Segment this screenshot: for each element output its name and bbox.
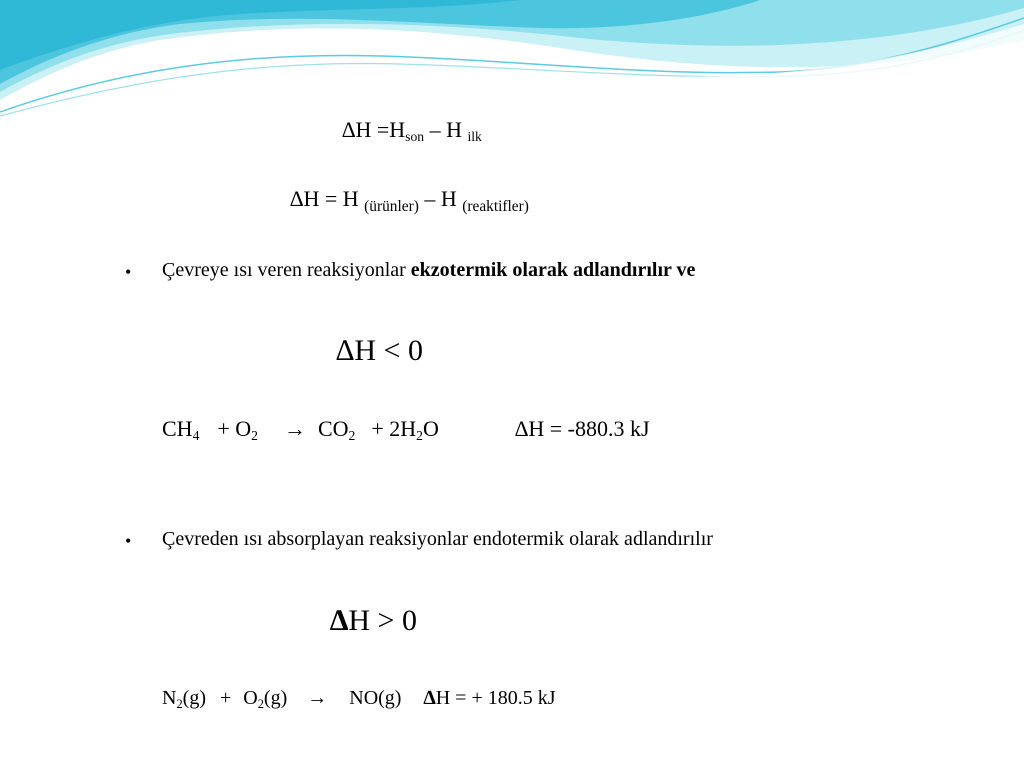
delta-symbol: ∆ (336, 334, 355, 367)
subscript-2: 2 (176, 696, 183, 711)
endothermic-text: Çevreden ısı absorplayan reaksiyonlar endotermik olarak adlandırılır (162, 528, 713, 550)
formula-n: N (162, 687, 177, 709)
bullet-exothermic-text (162, 260, 695, 280)
delta-symbol: ∆ (290, 186, 304, 211)
reaction-nitrogen-oxidation (162, 687, 556, 711)
equation-lhs: H = H (303, 186, 365, 211)
reaction-methane-combustion (162, 416, 650, 444)
condition-text: H < 0 (354, 334, 423, 367)
equation-enthalpy-definition (342, 117, 482, 145)
formula-ch: CH (162, 416, 193, 441)
bullet-icon: • (125, 262, 132, 282)
condition-text: H > 0 (348, 604, 417, 637)
equation-minus-h: – H (424, 117, 468, 142)
exothermic-plain-text: Çevreye ısı veren reaksiyonlar (162, 259, 411, 281)
subscript-ilk: ilk (467, 129, 482, 145)
equation-lhs: H =H (355, 117, 406, 142)
exothermic-bold-text: ekzotermik olarak adlandırılır ve (410, 259, 696, 281)
state-g: (g) (182, 687, 206, 709)
subscript-2: 2 (251, 428, 258, 444)
bullet-icon: • (125, 531, 132, 551)
subscript-son: son (405, 129, 425, 145)
formula-o: O (243, 687, 258, 709)
formula-no: NO(g) (349, 687, 402, 709)
plus-o: + O (217, 416, 252, 441)
subscript-urunler: (ürünler) (364, 197, 419, 215)
header-wave-decoration (0, 0, 1024, 130)
plus-sign: + (219, 687, 232, 709)
formula-co: CO (317, 416, 349, 441)
right-arrow-icon: → (283, 416, 306, 441)
enthalpy-value: H = -880.3 kJ (528, 416, 650, 441)
state-g: (g) (263, 687, 288, 709)
equation-enthalpy-products-reactants (290, 186, 529, 215)
bullet-endothermic-text (162, 529, 713, 549)
condition-delta-h-negative (336, 336, 423, 366)
subscript-reaktifler: (reaktifler) (462, 197, 529, 215)
enthalpy-value: H = + 180.5 kJ (435, 687, 556, 709)
right-arrow-icon: → (307, 687, 328, 709)
condition-delta-h-positive (330, 606, 417, 636)
delta-symbol: ∆ (342, 117, 356, 142)
equation-minus-h: – H (418, 186, 463, 211)
subscript-2: 2 (416, 428, 423, 444)
subscript-2: 2 (348, 428, 356, 444)
plus-2h: + 2H (371, 416, 417, 441)
delta-symbol: ∆ (330, 604, 349, 637)
delta-symbol: ∆ (423, 687, 436, 709)
delta-symbol: ∆ (514, 416, 529, 441)
subscript-2: 2 (257, 696, 264, 711)
formula-o: O (422, 416, 439, 441)
subscript-4: 4 (192, 428, 200, 444)
